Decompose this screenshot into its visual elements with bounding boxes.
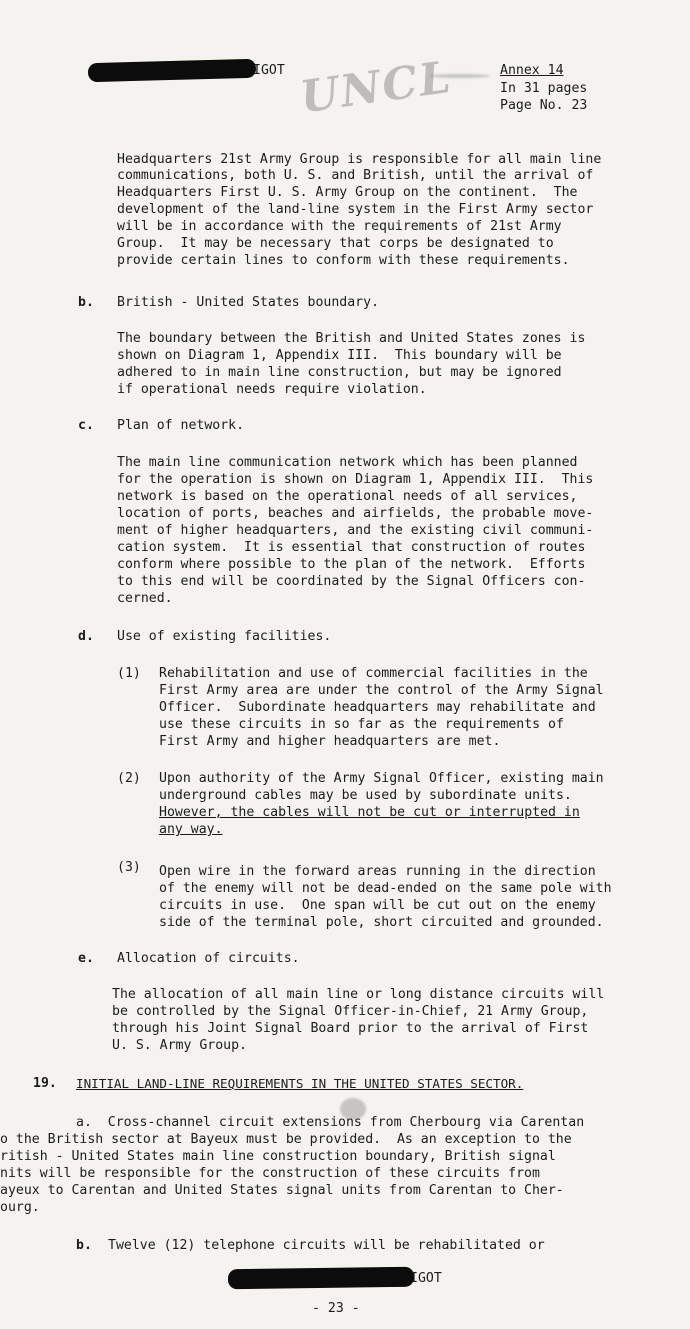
intro-line: Group. It may be necessary that corps be designated to xyxy=(117,236,554,251)
section-letter: e. xyxy=(78,951,94,966)
section-body-line: conform where possible to the plan of the network. Efforts xyxy=(117,557,586,572)
section-body-line: cation system. It is essential that construction of routes xyxy=(117,540,586,555)
section-body-line: through his Joint Signal Board prior to the arrival of First xyxy=(112,1021,589,1036)
item-line: First Army area are under the control of the Army Signal xyxy=(159,683,604,698)
intro-line: communications, both U. S. and British, until the arrival of xyxy=(117,168,594,183)
section-body-line: for the operation is shown on Diagram 1, Appendix III. This xyxy=(117,472,594,487)
para19-a-line: ayeux to Carentan and United States signal units from Carentan to Cher- xyxy=(0,1183,564,1198)
item-number: (2) xyxy=(117,771,141,786)
para19-a-line: o the British sector at Bayeux must be provided. As an exception to the xyxy=(0,1132,572,1147)
para19-a-line: ourg. xyxy=(0,1200,40,1215)
section-body-line: The allocation of all main line or long distance circuits will xyxy=(112,987,605,1002)
section-body-line: U. S. Army Group. xyxy=(112,1038,247,1053)
item-number: (1) xyxy=(117,666,141,681)
section-body-line: ment of higher headquarters, and the existing civil communi- xyxy=(117,523,594,538)
section-heading: Plan of network. xyxy=(117,418,245,433)
item-line: Open wire in the forward areas running in the direction xyxy=(159,864,596,879)
ink-smudge xyxy=(430,74,490,78)
page-number-label: Page No. 23 xyxy=(500,98,588,113)
section-letter: c. xyxy=(78,418,94,433)
section-body-line: if operational needs require violation. xyxy=(117,382,427,397)
item-line: First Army and higher headquarters are met. xyxy=(159,734,501,749)
item-line: Rehabilitation and use of commercial facilities in the xyxy=(159,666,588,681)
item-line: circuits in use. One span will be cut out on the enemy xyxy=(159,898,596,913)
section-heading: Use of existing facilities. xyxy=(117,629,332,644)
paragraph-number: 19. xyxy=(33,1076,57,1091)
item-line: of the enemy will not be dead-ended on the same pole with xyxy=(159,881,612,896)
section-body-line: adhered to in main line construction, but may be ignored xyxy=(117,365,562,380)
section-body-line: cerned. xyxy=(117,591,173,606)
intro-line: Headquarters First U. S. Army Group on the continent. The xyxy=(117,185,578,200)
item-line: use these circuits in so far as the requirements of xyxy=(159,717,564,732)
section-body-line: to this end will be coordinated by the Signal Officers con- xyxy=(117,574,586,589)
section-letter: d. xyxy=(78,629,94,644)
paragraph-title: INITIAL LAND-LINE REQUIREMENTS IN THE UNITED STATES SECTOR. xyxy=(76,1076,524,1091)
section-body-line: shown on Diagram 1, Appendix III. This boundary will be xyxy=(117,348,562,363)
para19-a-line: nits will be responsible for the construction of these circuits from xyxy=(0,1166,540,1181)
header-classification: IGOT xyxy=(253,63,285,78)
section-heading: British - United States boundary. xyxy=(117,295,380,310)
item-line-underlined: any way. xyxy=(159,822,223,837)
footer-classification-right: IGOT xyxy=(410,1271,442,1286)
para19-a-line: a. Cross-channel circuit extensions from Cherbourg via Carentan xyxy=(76,1115,585,1130)
page-count: In 31 pages xyxy=(500,81,588,96)
item-number: (3) xyxy=(117,860,141,875)
item-line: side of the terminal pole, short circuited and grounded. xyxy=(159,915,604,930)
section-body-line: The main line communication network which has been planned xyxy=(117,455,578,470)
item-line: underground cables may be used by subordinate units. xyxy=(159,788,572,803)
para19-b-text: Twelve (12) telephone circuits will be rehabilitated or xyxy=(108,1238,545,1253)
section-body-line: The boundary between the British and United States zones is xyxy=(117,331,586,346)
redaction-bar-footer xyxy=(228,1267,414,1290)
unclassified-stamp: UNCL xyxy=(297,51,456,124)
footer-page-number: - 23 - xyxy=(312,1301,360,1316)
intro-line: provide certain lines to conform with these requirements. xyxy=(117,253,570,268)
intro-line: will be in accordance with the requirements of 21st Army xyxy=(117,219,562,234)
item-line-underlined: However, the cables will not be cut or interrupted in xyxy=(159,805,580,820)
section-body-line: network is based on the operational needs of all services, xyxy=(117,489,578,504)
annex-label: Annex 14 xyxy=(500,63,564,78)
intro-line: Headquarters 21st Army Group is responsible for all main line xyxy=(117,152,602,167)
item-line: Officer. Subordinate headquarters may rehabilitate and xyxy=(159,700,596,715)
section-body-line: location of ports, beaches and airfields, the probable move- xyxy=(117,506,594,521)
para19-a-line: ritish - United States main line construction boundary, British signal xyxy=(0,1149,556,1164)
section-heading: Allocation of circuits. xyxy=(117,951,300,966)
item-line: Upon authority of the Army Signal Officer, existing main xyxy=(159,771,604,786)
para19-b-letter: b. xyxy=(76,1238,92,1253)
intro-line: development of the land-line system in the First Army sector xyxy=(117,202,594,217)
redaction-bar-header xyxy=(88,59,256,82)
section-letter: b. xyxy=(78,295,94,310)
section-body-line: be controlled by the Signal Officer-in-Chief, 21 Army Group, xyxy=(112,1004,589,1019)
